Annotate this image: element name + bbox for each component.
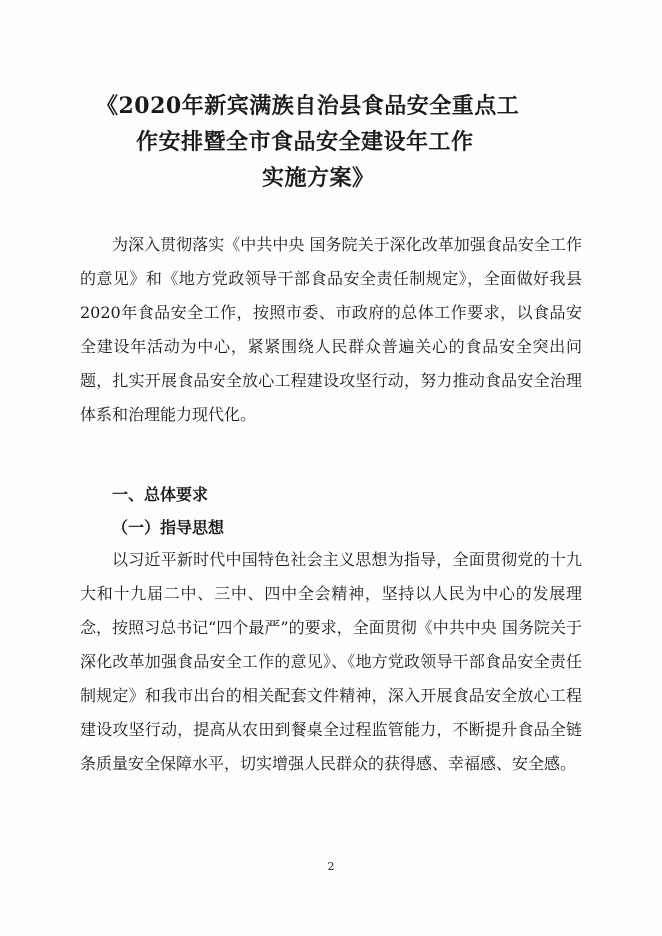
document-title [60, 88, 602, 196]
title-line-3: 实施方案》 [262, 165, 375, 191]
title-line-2: 作安排暨全市食品安全建设年工作 [136, 129, 474, 155]
guiding-ideology-section [80, 543, 582, 781]
title-line-1: 《2020年新宾满族自治县食品安全重点工 [96, 93, 520, 119]
section-heading-general-requirements: 一、总体要求 [112, 485, 209, 504]
intro-section [80, 228, 582, 432]
page-number: 2 [327, 860, 335, 873]
intro-paragraph: 为深入贯彻落实《中共中央 国务院关于深化改革加强食品安全工作的意见》和《地方党政领导干部食品安全责任制规定》，全面做好我县2020年食品安全工作，按照市委、市政府的总体工作要求，以食品安全建设年活动为中心，紧紧围绕人民群众普遍关心的食品安全突出问题，扎实开展食品安全放心工程建设攻坚行动，努力推动食品安全治理体系和治理能力现代化。 [80, 235, 582, 424]
subsection-heading-guiding-ideology: （一）指导思想 [112, 518, 225, 537]
guiding-ideology-paragraph: 以习近平新时代中国特色社会主义思想为指导，全面贯彻党的十九大和十九届二中、三中、四中全会精神，坚持以人民为中心的发展理念，按照习总书记“四个最严”的要求，全面贯彻《中共中央 国务院关于深化改革加强食品安全工作的意见》、《地方党政领导干部食品安全责任制规定》和我市出台的相关配套文件精神，深入开展食品安全放心工程建设攻坚行动，提高从农田到餐桌全过程监管能力，不断提升食品全链条质量安全保障水平，切实增强人民群众的获得感、幸福感、安全感。 [80, 550, 582, 773]
